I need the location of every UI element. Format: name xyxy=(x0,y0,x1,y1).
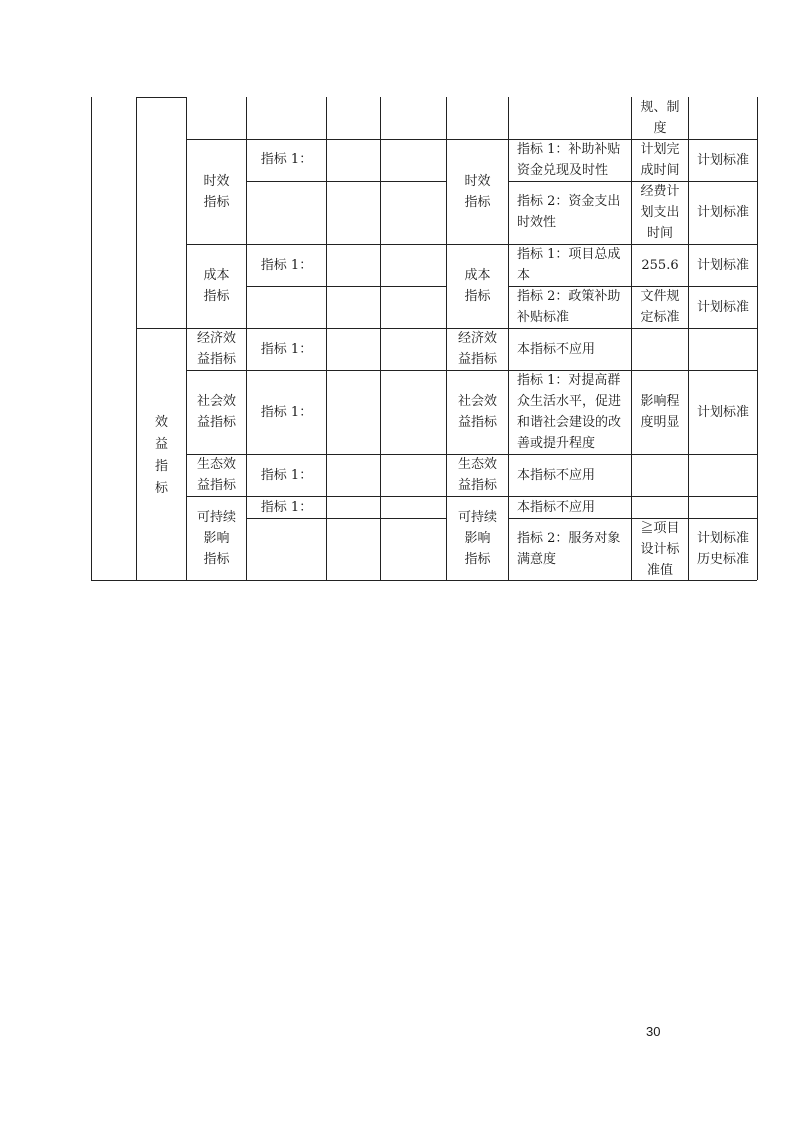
cell-line: 时效性 xyxy=(517,215,557,230)
indicator-detail-cell xyxy=(517,286,631,328)
cell-line: 社会效 xyxy=(457,394,497,409)
cell-line: 效 xyxy=(154,415,168,430)
cell-line: 经费计 xyxy=(640,184,680,199)
indicator-detail-cell: 本指标不应用 xyxy=(517,500,596,515)
cell-line: 经济效 xyxy=(196,331,236,346)
cell-line: 可持续 xyxy=(196,510,236,525)
value-cell xyxy=(632,518,688,581)
category-cell xyxy=(187,391,246,433)
cell-line: 准值 xyxy=(646,563,673,578)
cell-line: 益指标 xyxy=(196,352,236,367)
cell-line: 可持续 xyxy=(457,510,497,525)
cell-line: 指标 2：服务对象 xyxy=(517,531,621,546)
standard-cell xyxy=(689,528,757,570)
category-cell xyxy=(447,507,508,570)
standard-cell xyxy=(632,97,688,139)
category-cell xyxy=(187,171,246,213)
cell-line: 时效 xyxy=(464,174,491,189)
cell-line: 经济效 xyxy=(457,331,497,346)
cell-line: 指标 xyxy=(464,552,491,567)
cell-line: 指标 xyxy=(203,289,230,304)
indicator-cell: 指标 1： xyxy=(260,258,313,273)
cell-line: ≧项目 xyxy=(640,521,680,536)
cell-line: 划支出 xyxy=(640,205,680,220)
indicator-detail-cell xyxy=(517,528,631,570)
value-cell xyxy=(632,181,688,244)
category-cell xyxy=(447,391,508,433)
value-cell xyxy=(632,286,688,328)
category-cell xyxy=(447,171,508,213)
cell-line: 指标 1：项目总成 xyxy=(517,247,621,262)
indicator-detail-cell xyxy=(517,139,631,181)
cell-line: 成时间 xyxy=(640,163,680,178)
cell-line: 众生活水平，促进 xyxy=(517,394,622,409)
cell-line: 指标 1：对提高群 xyxy=(517,373,621,388)
standard-cell: 计划标准 xyxy=(696,300,749,315)
cell-line: 益 xyxy=(154,437,168,452)
category-cell xyxy=(187,328,246,370)
cell-line: 成本 xyxy=(464,268,491,283)
cell-line: 影响 xyxy=(464,531,491,546)
cell-line: 资金兑现及时性 xyxy=(517,163,609,178)
standard-cell: 计划标准 xyxy=(696,153,749,168)
cell-line: 生态效 xyxy=(457,457,497,472)
cell-line: 善或提升程度 xyxy=(517,436,596,451)
cell-line: 指标 xyxy=(203,552,230,567)
cell-line: 度 xyxy=(653,121,667,136)
category-cell xyxy=(187,265,246,307)
indicator-detail-cell xyxy=(517,191,631,233)
cell-line: 设计标 xyxy=(640,542,680,557)
cell-line: 时间 xyxy=(646,226,673,241)
cell-line: 指标 2：政策补助 xyxy=(517,289,621,304)
cell-line: 时效 xyxy=(203,174,230,189)
cell-line: 计划完 xyxy=(640,142,680,157)
value-cell xyxy=(632,139,688,181)
cell-line: 定标准 xyxy=(640,310,680,325)
category-cell xyxy=(187,507,246,570)
cell-line: 和谐社会建设的改 xyxy=(517,415,622,430)
cell-line: 度明显 xyxy=(640,415,680,430)
category-cell xyxy=(447,265,508,307)
cell-line: 历史标准 xyxy=(696,552,749,567)
category-cell xyxy=(447,328,508,370)
standard-cell: 计划标准 xyxy=(696,258,749,273)
cell-line: 标 xyxy=(154,481,168,496)
indicator-cell: 指标 1： xyxy=(260,500,313,515)
cell-line: 生态效 xyxy=(196,457,236,472)
indicator-detail-cell: 本指标不应用 xyxy=(517,468,596,483)
indicator-detail-cell xyxy=(517,244,631,286)
cell-line: 指标 2：资金支出 xyxy=(517,194,621,209)
cell-line: 指标 xyxy=(464,195,491,210)
indicator-cell: 指标 1： xyxy=(260,342,313,357)
cell-line: 益指标 xyxy=(196,415,236,430)
cell-line: 补贴标准 xyxy=(517,310,570,325)
indicator-cell: 指标 1： xyxy=(260,405,313,420)
cell-line: 益指标 xyxy=(457,352,497,367)
value-cell xyxy=(632,391,688,433)
cell-line: 规、制 xyxy=(640,100,680,115)
cell-line: 社会效 xyxy=(196,394,236,409)
cell-line: 益指标 xyxy=(196,478,236,493)
cell-line: 指标 xyxy=(464,289,491,304)
benefit-group-label xyxy=(137,412,186,500)
category-cell xyxy=(447,454,508,496)
standard-cell: 计划标准 xyxy=(696,405,749,420)
indicator-cell: 指标 1： xyxy=(260,468,313,483)
cell-line: 影响 xyxy=(203,531,230,546)
cell-line: 文件规 xyxy=(640,289,680,304)
standard-cell: 计划标准 xyxy=(696,205,749,220)
cell-line: 指标 xyxy=(203,195,230,210)
value-cell: 255.6 xyxy=(641,258,679,273)
cell-line: 满意度 xyxy=(517,552,557,567)
cell-line: 影响程 xyxy=(640,394,680,409)
cell-line: 本 xyxy=(517,268,531,283)
cell-line: 益指标 xyxy=(457,415,497,430)
cell-line: 指标 1：补助补贴 xyxy=(517,142,621,157)
cell-line: 益指标 xyxy=(457,478,497,493)
cell-line: 指 xyxy=(154,459,168,474)
cell-line: 成本 xyxy=(203,268,230,283)
page-number: 30 xyxy=(646,1024,661,1039)
indicator-cell: 指标 1： xyxy=(260,152,313,167)
cell-line: 计划标准 xyxy=(696,531,749,546)
indicator-detail-cell xyxy=(517,370,631,454)
indicator-detail-cell: 本指标不应用 xyxy=(517,342,596,357)
category-cell xyxy=(187,454,246,496)
